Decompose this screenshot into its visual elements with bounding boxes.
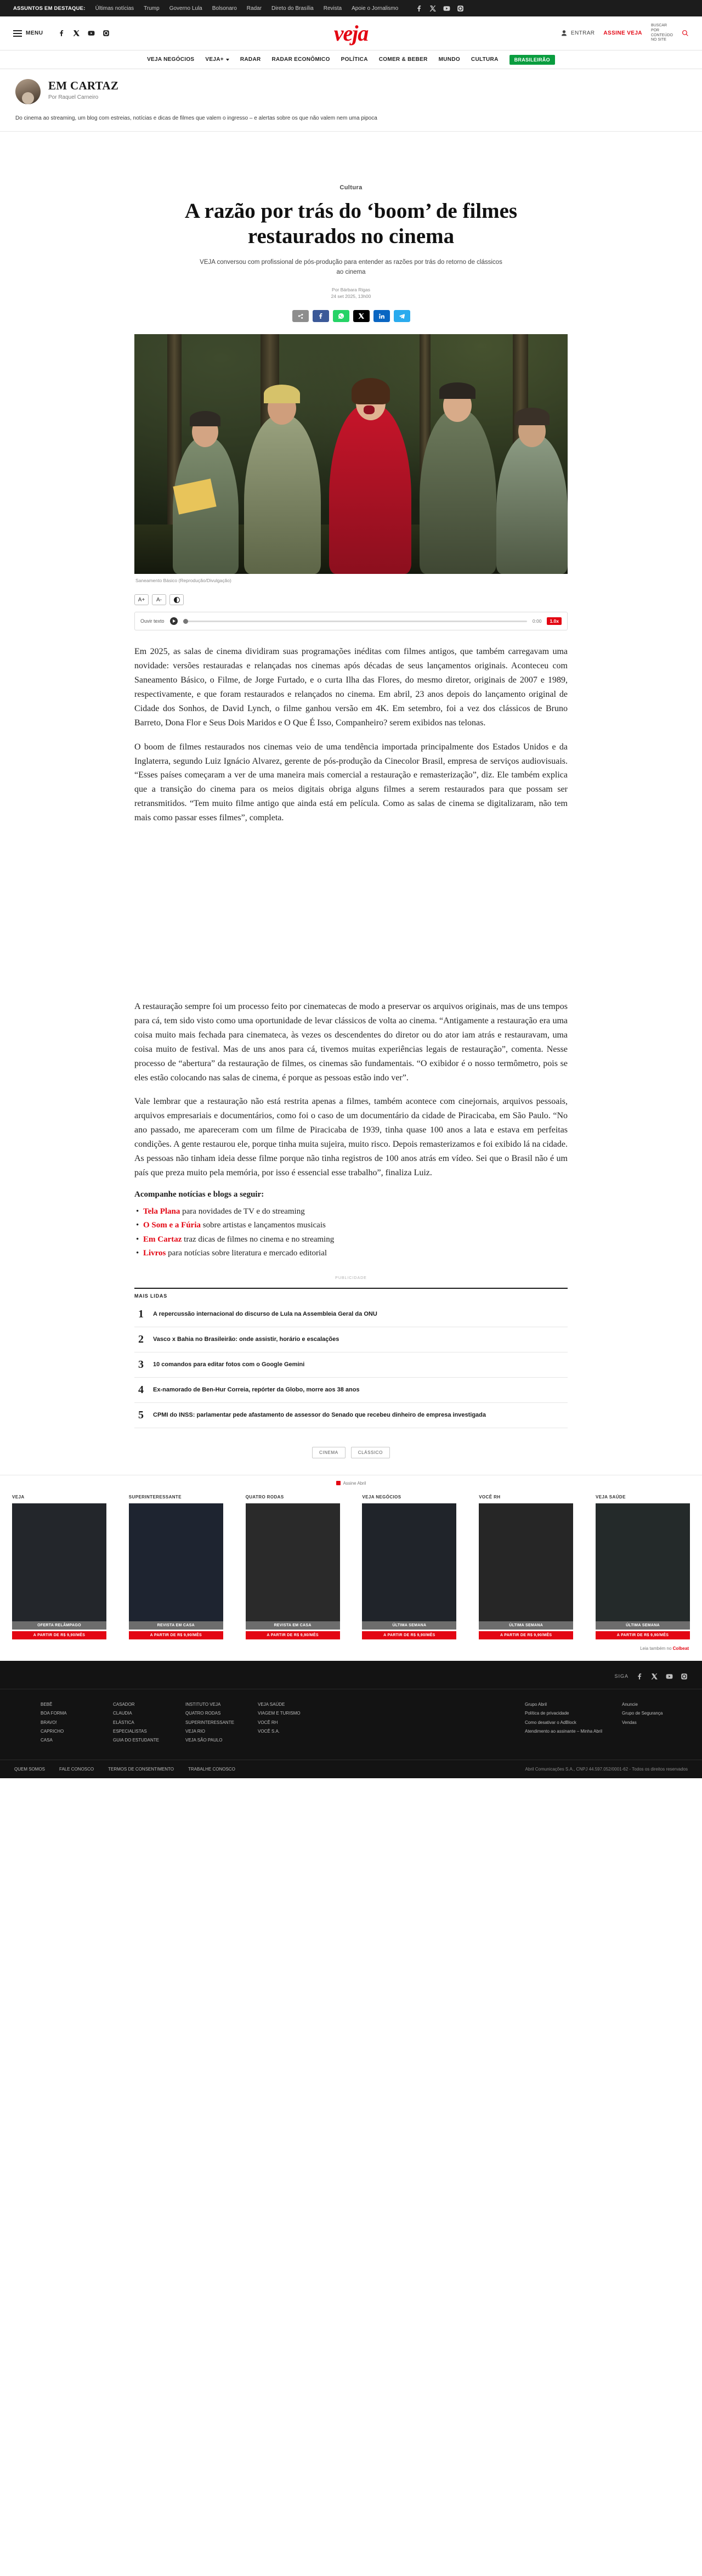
rank-number: 2 (138, 1333, 144, 1345)
topbar-link[interactable]: Apoie o Jornalismo (352, 5, 399, 12)
chevron-down-icon (226, 59, 229, 61)
footer-link[interactable]: ELÁSTICA (113, 1720, 134, 1725)
nav-item-cultura[interactable] (471, 57, 499, 63)
x-icon[interactable] (429, 5, 437, 12)
player-progress-track[interactable] (183, 621, 527, 622)
magazine-card[interactable] (246, 1495, 340, 1639)
menu-button[interactable] (13, 29, 43, 38)
topbar-link[interactable]: Governo Lula (169, 5, 202, 12)
player-time: 0:00 (532, 618, 542, 624)
veja-logo[interactable]: veja (333, 21, 369, 46)
reco-link[interactable]: Em Cartaz (143, 1235, 182, 1244)
blog-header (0, 69, 702, 109)
article-paragraph: A restauração sempre foi um processo feito por cinematecas de modo a preservar os arquivos originais, mas de uns tempos para cá, tem sido visto como uma oportunidade de levar clássicos de volta ao cinema. “Antigamente a restauração era uma coisa muito mais fechada para cinemateca, às vezes os descendentes do diretor ou do ator iam atrás e restauravam, uma coisa muito de festival. Mas de uns anos para cá, tivemos muitas experiências legais de restauração”, comenta. Nesse processo de “abertura” da restauração de filmes, os cinemas são fundamentais. “O exibidor é o nosso termômetro, pois se eles estão colocando nas salas de cinema, é porque as pessoas estão indo ver”. (134, 1002, 568, 1083)
audio-player[interactable] (134, 612, 568, 630)
byline (134, 286, 568, 301)
tag-list (134, 1447, 568, 1458)
youtube-icon[interactable] (443, 5, 450, 12)
magazine-offer-tag: ÚLTIMA SEMANA (479, 1621, 573, 1630)
magazine-offer-tag: ÚLTIMA SEMANA (362, 1621, 456, 1630)
most-read-heading: MAIS LIDAS (134, 1293, 168, 1299)
article-paragraph: O boom de filmes restaurados nos cinemas veio de uma tendência importada principalmente dos Estados Unidos e da Inglaterra, segundo Luiz Ignácio Alvarez, gerente de pós-produção da Cinecolor Brasil, empresa de serviços audiovisuais. “Esses países começaram a ver de uma maneira mais comercial a restauração e remasterização”, diz. Ele também explica que a transição do cinema para os meios digitais obriga alguns filmes a serem restaurados para que possam ser retransmitidos. “Tem muito filme antigo que ainda está em película. Como as salas de cinema se digitalizaram, não tem mais como passar esses filmes”, completa. (134, 742, 568, 823)
reco-text: para novidades de TV e do streaming (180, 1207, 305, 1216)
magazine-price[interactable]: A PARTIR DE R$ 9,90/MÊS (246, 1631, 340, 1639)
footer-link-termos[interactable]: TERMOS DE CONSENTIMENTO (108, 1766, 174, 1772)
site-header (0, 16, 702, 50)
footer-link-trabalhe-conosco[interactable]: TRABALHE CONOSCO (188, 1766, 235, 1772)
rank-number: 4 (138, 1383, 144, 1396)
blog-avatar (15, 79, 41, 104)
article-paragraph: Vale lembrar que a restauração não está restrita apenas a filmes, também acontece com cinejornais, arquivos pessoais, arquivos empresariais e documentários, como foi o caso de um documentário da cidade de Piracicaba, em São Paulo. “No ano passado, me apareceram com um filme de Piracicaba de 1939, tinha quase 100 anos a lata e estava em perfeitas condições. A gente restaurou ele, porque tinha muita sujeira, muito risco. Depois remasterizamos e foi exibido lá na cidade. As pessoas não tinham ideia desse filme porque não tinha registros de 100 anos atrás em vídeo. Sei que o Brasil não é um país que preza muito pela memória, por isso é essencial esse trabalho”, finaliza Luiz. (134, 1097, 568, 1177)
magazine-offer-tag: REVISTA EM CASA (246, 1621, 340, 1630)
nav-label: VEJA NEGÓCIOS (147, 57, 195, 63)
search-label-line4: NO SITE (650, 38, 666, 42)
byline-date: 24 set 2025, 13h00 (331, 294, 371, 300)
player-speed-button[interactable]: 1.0x (547, 617, 562, 625)
nav-item-radar-economico[interactable] (271, 57, 330, 63)
magazine-price[interactable]: A PARTIR DE R$ 9,90/MÊS (596, 1631, 690, 1639)
instagram-icon[interactable] (681, 1673, 688, 1680)
magazine-card[interactable] (479, 1495, 573, 1639)
magazine-card[interactable] (362, 1495, 456, 1639)
magazine-cover (12, 1503, 106, 1621)
increase-font-button[interactable]: A+ (134, 594, 149, 605)
topbar-link[interactable]: Direto do Brasília (271, 5, 314, 12)
nav-label: POLÍTICA (341, 57, 368, 63)
footer-follow-label: SIGA (614, 1673, 629, 1679)
share-bar (134, 310, 568, 322)
login-label: ENTRAR (570, 30, 595, 36)
nav-label: RADAR ECONÔMICO (271, 57, 330, 63)
assine-abril-text: Assine Abril (343, 1480, 366, 1486)
youtube-icon[interactable] (88, 30, 95, 37)
list-item[interactable] (134, 1403, 568, 1428)
nav-item-veja-negocios[interactable] (147, 57, 194, 63)
login-button[interactable] (561, 30, 595, 37)
footer-link-fale-conosco[interactable]: FALE CONOSCO (59, 1766, 94, 1772)
x-icon[interactable] (353, 310, 370, 322)
magazine-cover (479, 1503, 573, 1621)
footer-column-5 (525, 1700, 602, 1745)
nav-item-comer-beber[interactable] (379, 57, 428, 63)
menu-label: MENU (26, 30, 43, 36)
instagram-icon[interactable] (457, 5, 464, 12)
footer-link[interactable]: VEJA SAÚDE (258, 1701, 285, 1707)
footer-link[interactable]: CLAUDIA (113, 1711, 132, 1716)
search-label-line2: POR (650, 28, 660, 32)
recommendations-list (134, 1205, 568, 1261)
nav-item-politica[interactable] (341, 57, 368, 63)
reco-link[interactable]: Tela Plana (143, 1207, 180, 1216)
article-image (134, 334, 568, 574)
footer-link[interactable]: QUATRO RODAS (185, 1711, 221, 1716)
abril-logo-icon (336, 1481, 341, 1485)
footer-column-6 (622, 1700, 672, 1745)
list-item[interactable] (134, 1378, 568, 1403)
footer-legal-text: Abril Comunicações S.A., CNPJ 44.597.052/0001-62 - Todos os direitos reservados (525, 1766, 688, 1772)
list-item[interactable] (134, 1327, 568, 1352)
reco-text: sobre artistas e lançamentos musicais (201, 1221, 326, 1230)
footer-link[interactable]: VOCÊ RH (258, 1720, 278, 1725)
facebook-icon[interactable] (416, 5, 423, 12)
magazine-price[interactable]: A PARTIR DE R$ 9,90/MÊS (362, 1631, 456, 1639)
list-item[interactable] (134, 1302, 568, 1327)
most-read-section (134, 1288, 568, 1428)
header-right-group (561, 24, 689, 43)
nav-label: MUNDO (438, 57, 460, 63)
facebook-icon[interactable] (58, 30, 65, 37)
assine-abril-label (0, 1481, 702, 1486)
footer-link[interactable]: BEBÊ (41, 1701, 53, 1707)
footer-link[interactable]: CASADOR (113, 1701, 135, 1707)
topbar-label: ASSUNTOS EM DESTAQUE: (13, 5, 86, 12)
rank-number: 1 (138, 1307, 144, 1320)
advertisement-label: PUBLICIDADE (335, 1276, 367, 1280)
magazine-cover (596, 1503, 690, 1621)
nav-item-mundo[interactable] (439, 57, 460, 63)
magazine-card[interactable] (129, 1495, 223, 1639)
footer-column-3 (185, 1700, 236, 1745)
nav-label: RADAR (240, 57, 261, 63)
x-icon[interactable] (73, 30, 80, 37)
nav-label: COMER & BEBER (378, 57, 428, 63)
nav-item-brasileirao[interactable]: BRASILEIRÃO (509, 55, 555, 65)
magazine-cover (362, 1503, 456, 1621)
inline-ad-slot (134, 835, 568, 1000)
topbar-link[interactable]: Bolsonaro (212, 5, 237, 12)
footer-link[interactable]: VEJA SÃO PAULO (185, 1738, 223, 1743)
magazine-offer-tag: ÚLTIMA SEMANA (596, 1621, 690, 1630)
magazine-offer-tag: REVISTA EM CASA (129, 1621, 223, 1630)
article (134, 132, 568, 1458)
footer-link[interactable]: Vendas (622, 1720, 637, 1725)
topbar-link[interactable]: Trump (144, 5, 160, 12)
article-figure (134, 334, 568, 583)
topbar-social-group (416, 5, 464, 12)
article-category[interactable]: Cultura (339, 184, 363, 191)
most-read-title[interactable]: 10 comandos para editar fotos com o Google Gemini (153, 1361, 305, 1368)
share-icon[interactable] (292, 310, 309, 322)
font-size-controls (134, 594, 568, 605)
footer-link[interactable]: CASA (41, 1738, 53, 1743)
footer-link[interactable]: CAPRICHO (41, 1729, 64, 1734)
footer-link[interactable]: Grupo Abril (525, 1701, 547, 1707)
subscribe-button[interactable]: ASSINE VEJA (603, 30, 642, 36)
magazine-name: VEJA NEGÓCIOS (362, 1494, 401, 1500)
top-alert-bar (0, 0, 702, 16)
tag-cinema[interactable]: CINEMA (312, 1447, 346, 1458)
footer-brands-group (14, 1700, 509, 1745)
footer-corporate-group (525, 1700, 688, 1745)
footer-link[interactable]: BOA FORMA (41, 1711, 67, 1716)
list-item (134, 1233, 568, 1247)
footer-link-quem-somos[interactable]: QUEM SOMOS (14, 1766, 46, 1772)
magazine-name: VEJA SAÚDE (595, 1494, 626, 1500)
user-icon (561, 30, 568, 37)
linkedin-icon[interactable] (373, 310, 390, 322)
facebook-icon[interactable] (313, 310, 329, 322)
reco-text: traz dicas de filmes no cinema e no streaming (182, 1235, 335, 1244)
magazine-name: QUATRO RODAS (245, 1494, 284, 1500)
assine-abril-section (0, 1475, 702, 1639)
article-standfirst: VEJA conversou com profissional de pós-produção para entender as razões por trás do retorno de clássicos ao cinema (200, 259, 502, 275)
reco-link[interactable]: O Som e a Fúria (143, 1221, 201, 1230)
topbar-link[interactable]: Últimas notícias (95, 5, 134, 12)
footer-link[interactable]: Anuncie (622, 1701, 638, 1707)
footer-link[interactable]: Política de privacidade (525, 1711, 569, 1716)
magazine-name: SUPERINTERESSANTE (128, 1494, 182, 1500)
list-item[interactable] (134, 1352, 568, 1378)
nav-item-radar[interactable] (240, 57, 261, 63)
magazine-name: VOCÊ RH (479, 1494, 501, 1500)
footer-link[interactable]: VOCÊ S.A. (258, 1729, 280, 1734)
site-footer (0, 1661, 702, 1778)
blog-title[interactable]: EM CARTAZ (48, 79, 119, 92)
footer-column-4 (258, 1700, 308, 1745)
header-social-group (58, 30, 110, 37)
article-body (134, 645, 568, 1180)
decrease-font-button[interactable]: A- (152, 594, 166, 605)
reco-link[interactable]: Livros (143, 1249, 166, 1258)
footer-link[interactable]: VIAGEM E TURISMO (258, 1711, 301, 1716)
rank-number: 3 (138, 1358, 144, 1371)
footer-link[interactable]: VEJA RIO (185, 1729, 206, 1734)
footer-link[interactable]: GUIA DO ESTUDANTE (113, 1738, 160, 1743)
footer-column-1 (41, 1700, 91, 1745)
magazine-price[interactable]: A PARTIR DE R$ 9,90/MÊS (479, 1631, 573, 1639)
footer-link[interactable]: ESPECIALISTAS (113, 1729, 147, 1734)
blog-description: Do cinema ao streaming, um blog com estreias, notícias e dicas de filmes que valem o ingresso – e alertas sobre os que não valem nem uma pipoca (15, 115, 377, 121)
blog-author: Por Raquel Carneiro (48, 94, 99, 100)
colbeat-brand[interactable]: Colbeat (672, 1645, 689, 1651)
magazine-card[interactable] (596, 1495, 690, 1639)
colbeat-attribution (0, 1639, 702, 1661)
page-title: A razão por trás do ‘boom’ de filmes restaurados no cinema (184, 199, 518, 249)
search-label-group (651, 24, 673, 43)
whatsapp-icon[interactable] (333, 310, 349, 322)
youtube-icon[interactable] (666, 1673, 673, 1680)
magazine-card[interactable] (12, 1495, 106, 1639)
nav-label: VEJA+ (205, 57, 224, 63)
magazine-grid (0, 1486, 702, 1639)
footer-link[interactable]: Como desativar o AdBlock (525, 1720, 576, 1725)
figure-caption: Saneamento Básico (Reprodução/Divulgação) (135, 578, 231, 584)
topbar-link[interactable]: Radar (246, 5, 262, 12)
colbeat-prefix: Leia também no (640, 1645, 673, 1651)
player-label: Ouvir texto (140, 618, 165, 624)
reco-text: para notícias sobre literatura e mercado editorial (166, 1249, 327, 1258)
magazine-price[interactable]: A PARTIR DE R$ 9,90/MÊS (129, 1631, 223, 1639)
most-read-title[interactable]: CPMI do INSS: parlamentar pede afastamento de assessor do Senado que recebeu dinheiro de empresa investigada (153, 1411, 486, 1418)
footer-social-bar (0, 1673, 702, 1689)
magazine-cover (129, 1503, 223, 1621)
nav-label: CULTURA (471, 57, 499, 63)
most-read-title[interactable]: A repercussão internacional do discurso de Lula na Assembleia Geral da ONU (153, 1310, 377, 1317)
topbar-link[interactable]: Revista (323, 5, 342, 12)
magazine-name: VEJA (12, 1494, 25, 1500)
magazine-offer-tag: OFERTA RELÂMPAGO (12, 1621, 106, 1630)
footer-link[interactable]: Grupo de Segurança (622, 1711, 663, 1716)
most-read-title[interactable]: Vasco x Bahia no Brasileirão: onde assistir, horário e escalações (153, 1335, 339, 1343)
contrast-icon[interactable] (169, 594, 184, 605)
tag-classico[interactable]: CLÁSSICO (351, 1447, 390, 1458)
footer-column-2 (113, 1700, 163, 1745)
telegram-icon[interactable] (394, 310, 410, 322)
rank-number: 5 (138, 1408, 144, 1421)
hamburger-icon (13, 29, 22, 38)
list-item (134, 1247, 568, 1261)
instagram-icon[interactable] (103, 30, 110, 37)
list-item (134, 1219, 568, 1233)
facebook-icon[interactable] (636, 1673, 643, 1680)
list-item (134, 1205, 568, 1219)
byline-author: Por Bárbara Rigas (332, 286, 370, 292)
x-icon[interactable] (651, 1673, 658, 1680)
footer-bottom-bar (0, 1760, 702, 1778)
main-nav (0, 50, 702, 69)
play-icon[interactable] (170, 617, 178, 625)
footer-link[interactable]: BRAVO! (41, 1720, 57, 1725)
footer-links (0, 1689, 702, 1760)
search-label-line1: BUSCAR (650, 24, 667, 27)
recommendations-title: Acompanhe notícias e blogs a seguir: (134, 1190, 264, 1199)
search-label-line3: CONTEÚDO (650, 33, 673, 37)
magazine-price[interactable]: A PARTIR DE R$ 9,90/MÊS (12, 1631, 106, 1639)
search-icon[interactable] (682, 30, 689, 37)
magazine-cover (246, 1503, 340, 1621)
nav-item-veja-plus[interactable] (205, 57, 229, 63)
footer-link[interactable]: Atendimento ao assinante – Minha Abril (525, 1729, 602, 1734)
article-paragraph: Em 2025, as salas de cinema dividiram suas programações inéditas com filmes antigos, que também carregavam uma novidade: versões restauradas e relançadas nos cinemas após décadas de seus lançamentos originais. Aconteceu com Saneamento Básico, o Filme, de Jorge Furtado, e o curta Ilha das Flores, do mesmo diretor, originais de 2007 e 1989, respectivamente, e que foram restaurados e relançados no cinema. Em abril, 23 anos depois do lançamento original de Cidade dos Sonhos, de David Lynch, o filme ganhou versão em 4K. Em setembro, foi a vez dos clássicos de Bruno Barreto, Dona Flor e Seus Dois Maridos e O Que É Isso, Companheiro? serem exibidos nas telonas. (134, 647, 568, 728)
most-read-title[interactable]: Ex-namorado de Ben-Hur Correia, repórter da Globo, morre aos 38 anos (153, 1386, 360, 1393)
footer-link[interactable]: SUPERINTERESSANTE (185, 1720, 234, 1725)
footer-link[interactable]: INSTITUTO VEJA (185, 1701, 221, 1707)
player-progress-knob[interactable] (183, 619, 188, 624)
